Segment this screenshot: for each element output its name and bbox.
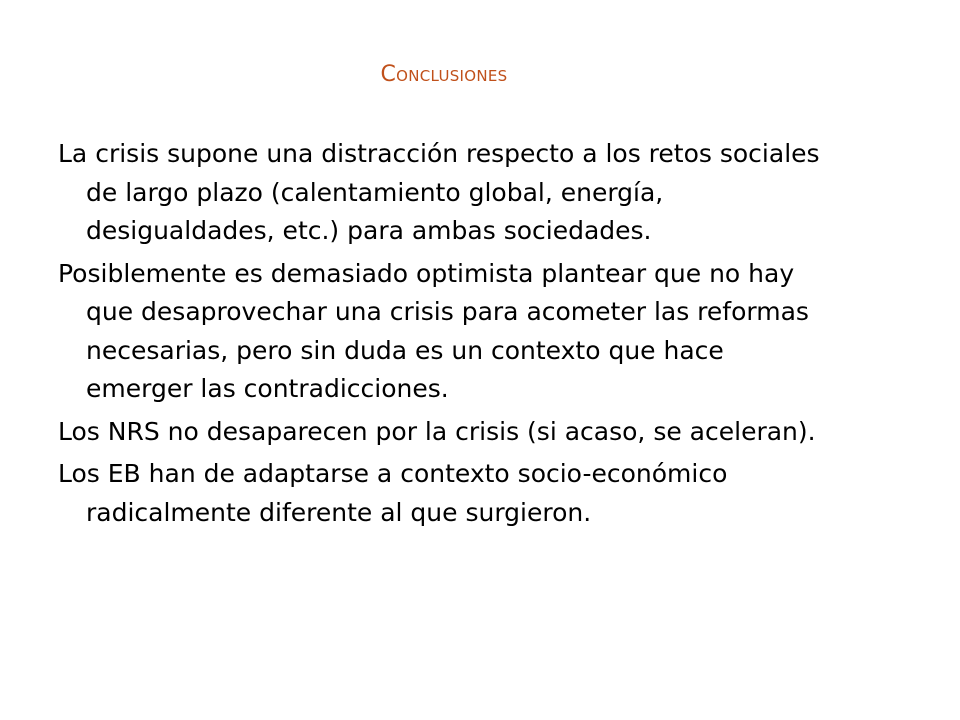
- paragraph-nrs: Los NRS no desaparecen por la crisis (si acaso, se aceleran).: [58, 416, 816, 446]
- paragraph-crisis-distraction: La crisis supone una distracción respecto a los retos sociales de largo plazo (calentamiento global, energía, desigualdades, etc.) para ambas sociedades.: [58, 139, 820, 245]
- paragraph-eb-adapt: Los EB han de adaptarse a contexto socio-económico radicalmente diferente al que surgieron.: [58, 459, 728, 527]
- slide-body: [58, 135, 838, 536]
- paragraph-reforms-context: Posiblemente es demasiado optimista plantear que no hay que desaprovechar una crisis para acometer las reformas necesarias, pero sin duda es un contexto que hace emerger las contradicciones.: [58, 258, 809, 403]
- slide-title: Conclusiones: [380, 62, 508, 87]
